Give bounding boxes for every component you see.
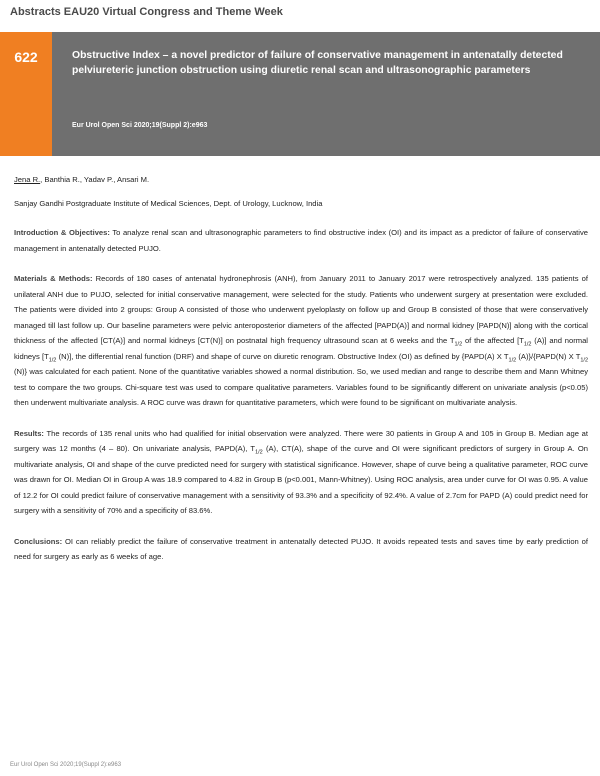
methods-text: Records of 180 cases of antenatal hydronephrosis (ANH), from January 2011 to January 2017 were retrospectively analyzed. 135 patients of unilateral ANH due to PUJO, selected for initial conservative management, were selected for the study. Patients who underwent surgery at presentation were excluded. The patients were divided into 2 groups: Group A consisted of those who underwent pyeloplasty on follow up and Group B consisted of those that were conservatively managed till last follow up. Our baseline parameters were pelvic anteroposterior diameters of the affected [PAPD(A)] and normal kidney [PAPD(N)] along with the cortical thickness of the affected [CT(A)] and normal kidneys [CT(N)] on postnatal high frequency ultrasound scan at 6 weeks and the T: [14, 274, 589, 345]
subscript: 1/2: [508, 357, 517, 364]
methods-text: (N)], the differential renal function (DRF) and shape of curve on diuretic renogram. Obstructive Index (OI) as defined by {PAPD(A) X T: [56, 351, 509, 361]
results-text: (A), CT(A), shape of the curve and OI were significant predictors of surgery in Group A. On multivariate analysis, OI and shape of the curve predicted need for surgery with statistical significance. However, shape of curve being a qualitative parameter, ROC curve was drawn for OI. Median OI in Group A was 18.9 compared to 4.82 in Group B (p<0.001, Mann-Whitney). Using ROC analysis, area under curve for OI was 0.95. A value of 12.2 for OI could predict failure of conservative management with a sensitivity of 93.3% and a specificity of 92.4%. A value of 2.7cm for PAPD (A) could predict need for surgery with a sensitivity of 70% and a specificity of 83.6%.: [14, 444, 588, 515]
other-authors: , Banthia R., Yadav P., Ansari M.: [40, 175, 150, 184]
intro-section: [14, 225, 588, 256]
intro-label: Introduction & Objectives:: [14, 228, 110, 237]
subscript: 1/2: [454, 341, 463, 348]
affiliation: Sanjay Gandhi Postgraduate Institute of Medical Sciences, Dept. of Urology, Lucknow, India: [14, 198, 323, 208]
abstract-banner: [0, 32, 600, 156]
authors: [14, 172, 588, 188]
abstract-body: [14, 172, 588, 580]
footer-citation: Eur Urol Open Sci 2020;19(Suppl 2):e963: [10, 762, 122, 768]
methods-text: of the affected [T: [462, 336, 524, 345]
abstract-title: Obstructive Index – a novel predictor of failure of conservative management in antenatally detected pelviureteric junction obstruction using diuretic renal scan and ultrasonographic parameters: [72, 50, 563, 76]
results-section: [14, 426, 588, 519]
subscript: 1/2: [523, 341, 532, 348]
results-label: Results:: [14, 428, 44, 438]
results-text: The records of 135 renal units who had qualified for initial observation were analyzed. There were 30 patients in Group A and 105 in Group B. Median age at surgery was 12 months (4 – 80). On univariate analysis, PAPD(A), T: [14, 428, 588, 453]
subscript: 1/2: [48, 357, 57, 364]
abstract-number: 622: [0, 32, 52, 156]
first-author: Jena R.: [14, 175, 41, 184]
subscript: 1/2: [255, 449, 263, 456]
conclusions-label: Conclusions:: [14, 536, 63, 546]
citation: Eur Urol Open Sci 2020;19(Suppl 2):e963: [72, 122, 208, 129]
methods-text: (A)] and normal kidneys [T: [14, 336, 588, 361]
methods-section: [14, 271, 588, 411]
conclusions-section: [14, 534, 588, 565]
methods-text: (N)} was calculated for each patient. None of the quantitative variables showed a normal distribution. So, we used median and range to describe them and Mann Whitney test to compare the two groups. Chi-square test was used to compare qualitative parameters. Variables found to be significantly different on univariate analysis (p<0.05) then underwent multivariate analysis. A ROC curve was drawn for quantitative parameters, which were found to be significant on multivariate analysis.: [14, 367, 588, 407]
methods-text: (A)}/{PAPD(N) X T: [516, 351, 581, 361]
methods-label: Materials & Methods:: [14, 274, 93, 283]
conclusions-text: OI can reliably predict the failure of conservative treatment in antenatally detected PUJO. It avoids repeated tests and saves time by early prediction of need for surgery as early as 6 weeks of age.: [14, 536, 588, 561]
intro-text: To analyze renal scan and ultrasonographic parameters to find obstructive index (OI) and its impact as a predictor of failure of conservative management in antenatally detected PUJO.: [14, 228, 588, 253]
journal-header: Abstracts EAU20 Virtual Congress and Theme Week: [10, 6, 283, 18]
subscript: 1/2: [580, 357, 589, 364]
